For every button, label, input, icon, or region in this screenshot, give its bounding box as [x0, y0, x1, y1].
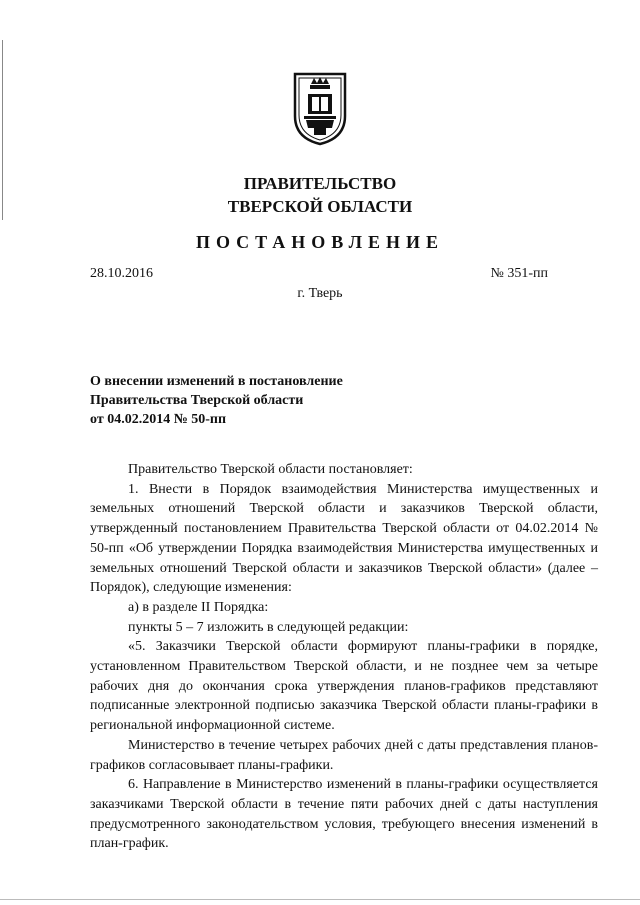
scan-bottom-edge [0, 899, 640, 900]
paragraph-point-5: «5. Заказчики Тверской области формируют планы-графики в порядке, установленном Правительством Тверской области, и не позднее чем за четыре рабочих дня до окончания срока утверждения планов-графиков представляют подписанные электронной подписью заказчика Тверской области планы-графики в региональной информационной системе. [90, 639, 598, 734]
organization-line-2: ТВЕРСКОЙ ОБЛАСТИ [227, 197, 413, 216]
document-date: 28.10.2016 [90, 266, 153, 281]
paragraph-ministry: Министерство в течение четырех рабочих дней с даты представления планов-графиков согласовывает планы-графики. [90, 737, 598, 773]
document-city: г. Тверь [297, 286, 343, 301]
document-number: № 351-пп [490, 266, 548, 281]
paragraph-point-6: 6. Направление в Министерство изменений в планы-графики осуществляется заказчиками Тверской области в течение пяти рабочих дней с даты наступления предусмотренного законодательством условия, требующего внесения изменений в план-график. [90, 777, 598, 852]
coat-of-arms-emblem [292, 66, 348, 146]
paragraph-points: пункты 5 – 7 изложить в следующей редакции: [128, 619, 409, 635]
subject-line-2: Правительства Тверской области [90, 393, 304, 408]
organization-header [0, 172, 640, 218]
document-type: ПОСТАНОВЛЕНИЕ [195, 232, 445, 252]
paragraph-item-1: 1. Внести в Порядок взаимодействия Министерства имущественных и земельных отношений Тверской области и заказчиков Тверской области, утвержденный постановлением Правительства Тверской области от 04.02.2014 № 50-пп «Об утверждении Порядка взаимодействия Министерства имущественных и земельных отношений Тверской области и заказчиков Тверской области» (далее – Порядок), следующие изменения: [90, 481, 598, 596]
paragraph-intro: Правительство Тверской области постановляет: [128, 462, 413, 477]
document-body [90, 460, 598, 854]
document-subject [90, 372, 410, 429]
paragraph-subitem-a: а) в разделе II Порядка: [128, 599, 269, 615]
organization-line-1: ПРАВИТЕЛЬСТВО [243, 174, 397, 193]
subject-line-1: О внесении изменений в постановление [90, 374, 343, 389]
subject-line-3: от 04.02.2014 № 50-пп [90, 412, 227, 427]
